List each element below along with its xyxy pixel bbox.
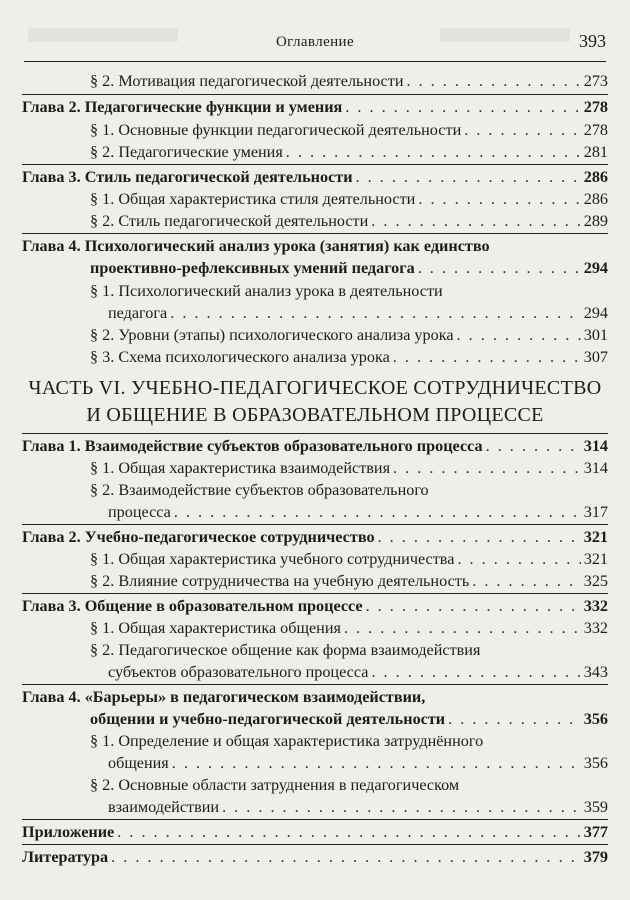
leader-dots (111, 846, 581, 868)
leader-dots (472, 570, 581, 592)
toc-chapter[interactable]: Глава 3. Стиль педагогической деятельности . . . 286 (22, 166, 608, 188)
part-heading-line1: ЧАСТЬ VI. УЧЕБНО-ПЕДАГОГИЧЕСКОЕ СОТРУДНИЧЕСТВО (28, 377, 602, 399)
separator (22, 844, 608, 845)
separator (22, 233, 608, 234)
toc-entry-line2[interactable]: субъектов образовательного процесса . . . 343 (108, 661, 608, 683)
header-rule (24, 61, 606, 62)
toc-entry[interactable]: § 1. Общая характеристика общения . . . 332 (90, 617, 608, 639)
toc-chapter[interactable]: Глава 1. Взаимодействие субъектов образовательного процесса . . . 314 (22, 435, 608, 457)
leader-dots (393, 457, 581, 479)
leader-dots (371, 661, 580, 683)
leader-dots (356, 166, 581, 188)
leader-dots (448, 708, 581, 730)
toc-chapter[interactable]: Глава 2. Педагогические функции и умения . . . 278 (22, 96, 608, 118)
leader-dots (222, 796, 581, 818)
leader-dots (457, 548, 580, 570)
leader-dots (174, 501, 581, 523)
toc-entry[interactable]: § 1. Общая характеристика взаимодействия . . . 314 (90, 457, 608, 479)
leader-dots (286, 141, 581, 163)
leader-dots (172, 752, 581, 774)
toc-entry[interactable]: § 2. Стиль педагогической деятельности . . . 289 (90, 210, 608, 232)
leader-dots (393, 346, 581, 368)
separator (22, 524, 608, 525)
leader-dots (345, 96, 580, 118)
leader-dots (378, 526, 581, 548)
leader-dots (344, 617, 581, 639)
toc-entry[interactable]: § 2. Влияние сотрудничества на учебную деятельность . . . 325 (90, 570, 608, 592)
part-heading-line2: И ОБЩЕНИЕ В ОБРАЗОВАТЕЛЬНОМ ПРОЦЕССЕ (86, 404, 544, 426)
toc-entry[interactable]: § 2. Уровни (этапы) психологического анализа урока . . . 301 (90, 324, 608, 346)
toc-literature[interactable]: Литература . . . 379 (22, 846, 608, 868)
toc-entry-line2[interactable]: педагога . . . 294 (108, 302, 608, 324)
toc-chapter-line1[interactable]: Глава 4. Психологический анализ урока (занятия) как единство (22, 237, 490, 255)
leader-dots (418, 257, 581, 279)
leader-dots (371, 210, 580, 232)
toc-entry-line2[interactable]: взаимодействии . . . 359 (108, 796, 608, 818)
toc-entry[interactable]: § 1. Основные функции педагогической деятельности . . . 278 (90, 119, 608, 141)
toc-appendix[interactable]: Приложение . . . 377 (22, 821, 608, 843)
toc-entry[interactable]: § 2. Мотивация педагогической деятельности . . . 273 (90, 70, 608, 92)
toc-entry[interactable]: § 1. Общая характеристика стиля деятельности . . . 286 (90, 188, 608, 210)
running-head (24, 31, 606, 60)
leader-dots (464, 119, 580, 141)
separator (22, 94, 608, 95)
leader-dots (170, 302, 581, 324)
toc-chapter[interactable]: Глава 2. Учебно-педагогическое сотрудничество . . . 321 (22, 526, 608, 548)
toc-chapter-line2[interactable]: проективно-рефлексивных умений педагога . . . 294 (90, 257, 608, 279)
toc-chapter-line1[interactable]: Глава 4. «Барьеры» в педагогическом взаимодействии, (22, 688, 426, 706)
separator (22, 684, 608, 685)
toc-entry-line1[interactable]: § 1. Определение и общая характеристика затруднённого (90, 732, 484, 750)
toc-entry-line1[interactable]: § 2. Основные области затруднения в педагогическом (90, 776, 460, 794)
page-number: 393 (579, 31, 606, 51)
toc-entry-line2[interactable]: процесса . . . 317 (108, 501, 608, 523)
toc-entry-line1[interactable]: § 1. Психологический анализ урока в деятельности (90, 282, 443, 300)
leader-dots (486, 435, 581, 457)
separator (22, 593, 608, 594)
separator (22, 433, 608, 434)
toc-entry-line2[interactable]: общения . . . 356 (108, 752, 608, 774)
toc-chapter-line2[interactable]: общении и учебно-педагогической деятельности . . . 356 (90, 708, 608, 730)
leader-dots (366, 595, 581, 617)
leader-dots (117, 821, 580, 843)
toc-entry-line1[interactable]: § 2. Взаимодействие субъектов образовательного (90, 481, 429, 499)
leader-dots (457, 324, 581, 346)
toc-entry[interactable]: § 1. Общая характеристика учебного сотрудничества . . . 321 (90, 548, 608, 570)
leader-dots (418, 188, 580, 210)
leader-dots (406, 70, 580, 92)
page-title: Оглавление (275, 34, 355, 50)
separator (22, 164, 608, 165)
toc-entry-line1[interactable]: § 2. Педагогическое общение как форма взаимодействия (90, 641, 481, 659)
toc-chapter[interactable]: Глава 3. Общение в образовательном процессе . . . 332 (22, 595, 608, 617)
toc-entry[interactable]: § 2. Педагогические умения . . . 281 (90, 141, 608, 163)
separator (22, 819, 608, 820)
toc-entry[interactable]: § 3. Схема психологического анализа урока . . . 307 (90, 346, 608, 368)
